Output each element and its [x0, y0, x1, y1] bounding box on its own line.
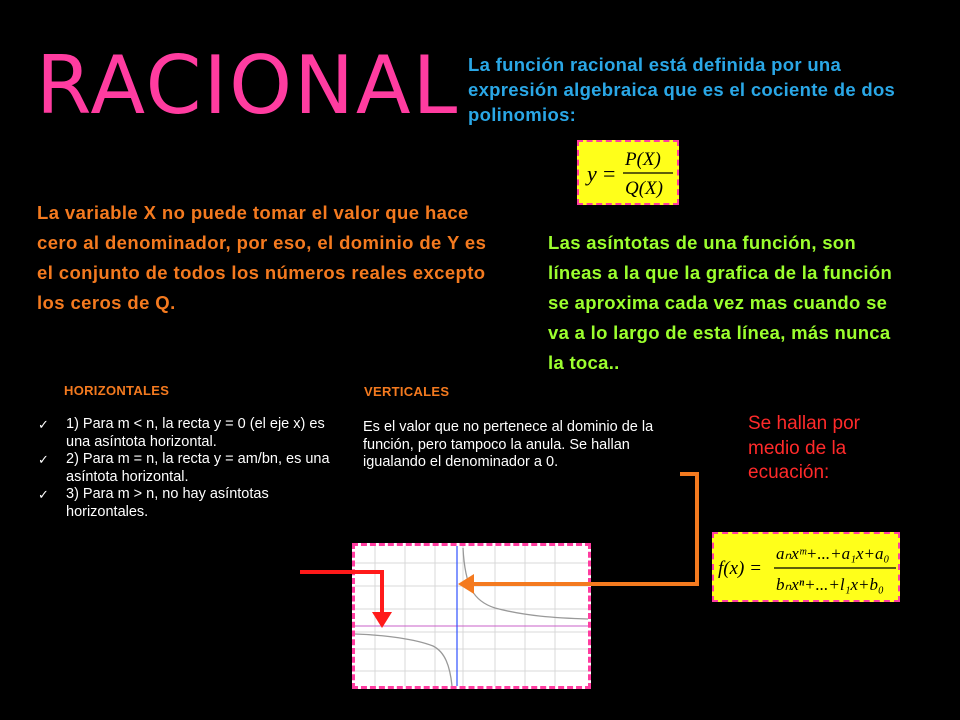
horizontal-rules-list [38, 416, 338, 521]
intro-text: La función racional está definida por una expresión algebraica que es el cociente de dos polinomios: [468, 54, 896, 125]
formula-numerator: P(X) [625, 149, 661, 170]
general-formula-denominator: bₙxⁿ+...+l₁x+b₀ [776, 575, 884, 594]
general-formula-svg [714, 534, 898, 600]
verticales-heading: VERTICALES [364, 384, 450, 399]
graph-svg [355, 546, 588, 686]
rule-text: 2) Para m = n, la recta y = am/bn, es una asíntota horizontal. [66, 451, 330, 485]
domain-text: La variable X no puede tomar el valor que hace cero al denominador, por eso, el dominio de Y es el conjunto de todos los números reales excepto los ceros de Q. [37, 202, 487, 313]
rule-text: 1) Para m < n, la recta y = 0 (el eje x) es una asíntota horizontal. [66, 416, 325, 450]
rational-function-graph [352, 543, 591, 689]
page-title: RACIONAL [36, 39, 460, 132]
grid-lines [355, 546, 588, 686]
horizontales-heading: HORIZONTALES [64, 383, 170, 398]
verticales-text: Es el valor que no pertenece al dominio de la función, pero tampoco la anula. Se hallan igualando el denominador a 0. [363, 419, 654, 470]
rule-text: 3) Para m > n, no hay asíntotas horizontales. [66, 486, 269, 520]
rational-formula [577, 140, 679, 205]
check-icon: ✓ [38, 452, 49, 467]
formula-lhs: y [587, 161, 597, 186]
check-icon: ✓ [38, 487, 49, 502]
general-formula-numerator: aₙxᵐ+...+a₁x+a₀ [776, 544, 890, 563]
function-curve-left [355, 634, 452, 686]
formula-eq: = [603, 161, 616, 186]
list-item [38, 451, 338, 486]
list-item [38, 486, 338, 521]
list-item [38, 416, 338, 451]
formula-svg [579, 142, 677, 203]
general-formula [712, 532, 900, 602]
formula-denominator: Q(X) [625, 178, 663, 199]
check-icon: ✓ [38, 417, 49, 432]
general-formula-lhs: f(x) = [718, 558, 762, 579]
hallan-text: Se hallan por medio de la ecuación: [748, 413, 860, 483]
asymptotes-definition: Las asíntotas de una función, son líneas a la que la grafica de la función se aproxima cada vez mas cuando se va a lo largo de esta línea, más nunca la toca.. [548, 232, 893, 373]
